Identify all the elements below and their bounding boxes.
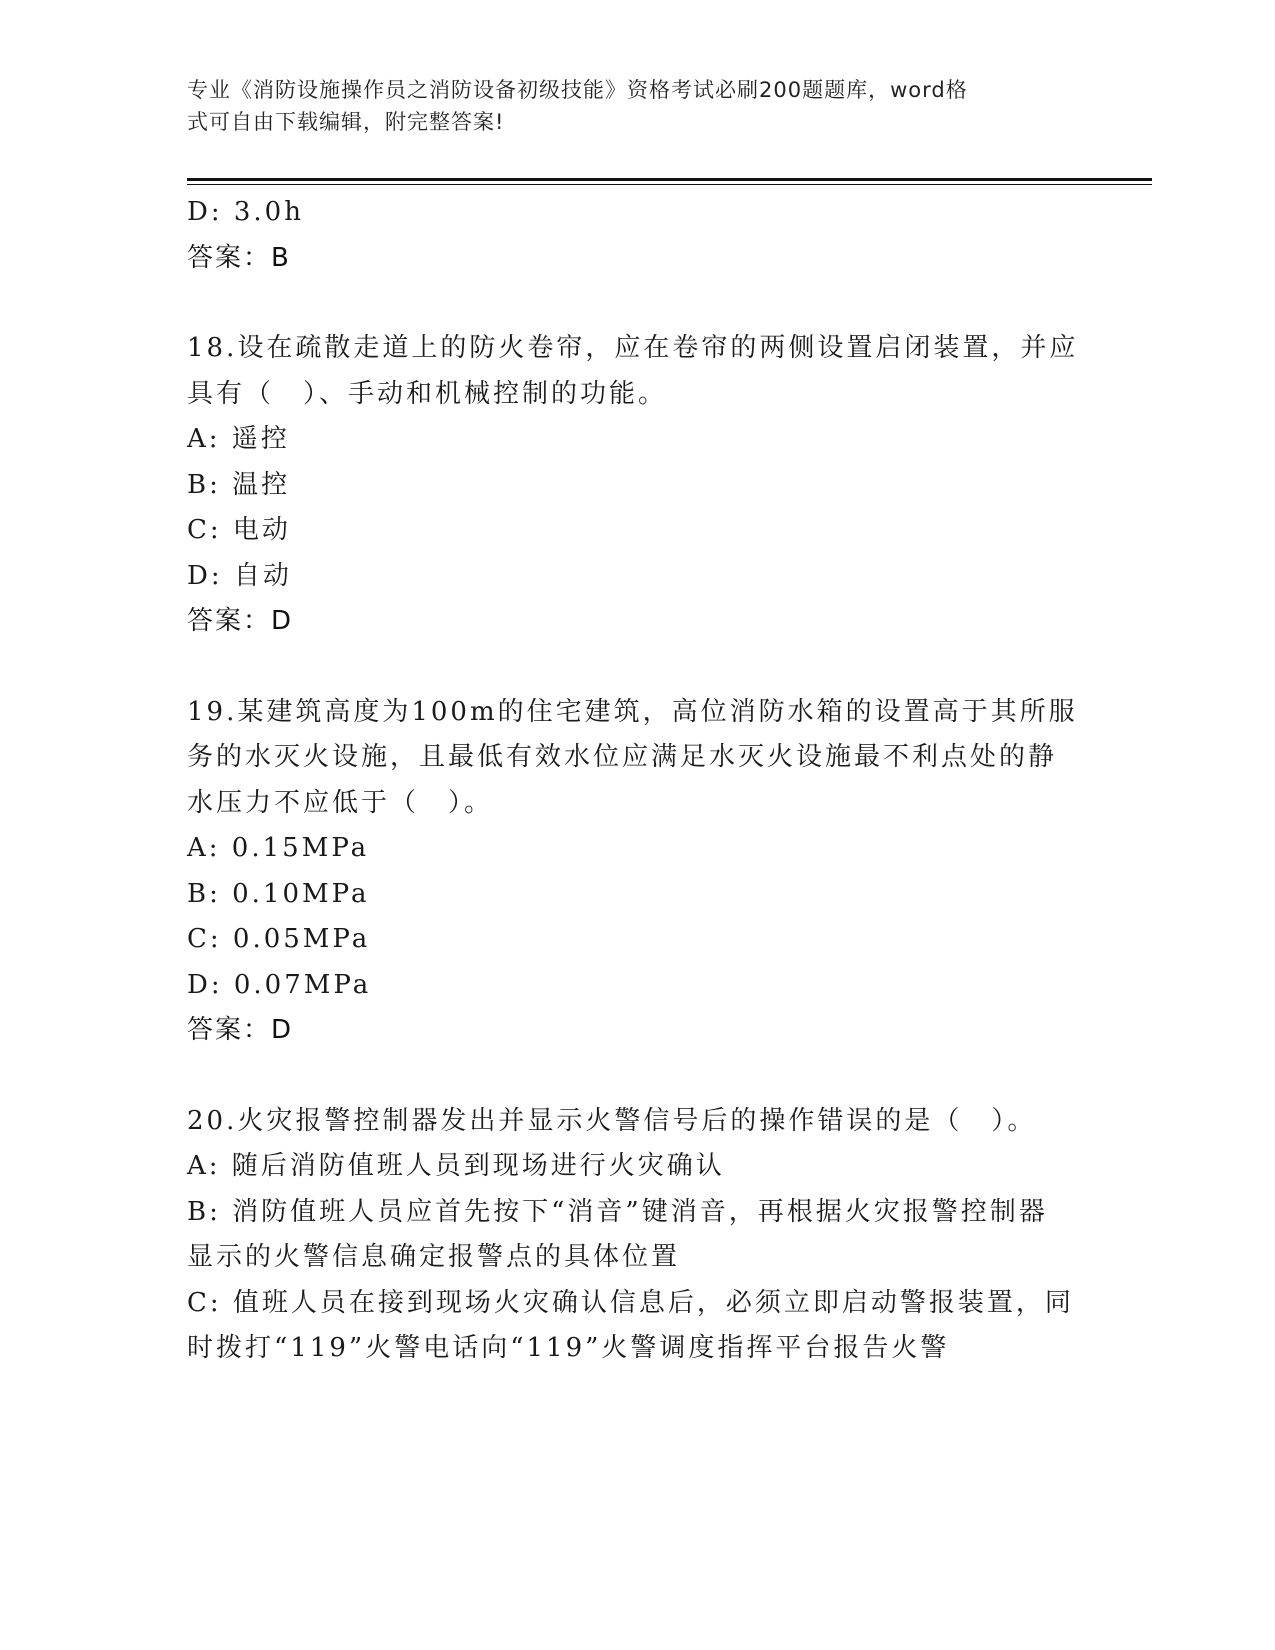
- stem-line: 19.某建筑高度为100m的住宅建筑，高位消防水箱的设置高于其所服: [187, 696, 1078, 727]
- answer-line: 答案：D: [187, 606, 294, 636]
- header-line-1: 专业《消防设施操作员之消防设备初级技能》资格考试必刷200题题库，word格: [187, 78, 968, 102]
- option-c: C: 电动: [187, 515, 291, 545]
- option-d: D: 3.0h: [187, 197, 304, 227]
- question-19: [187, 690, 1087, 1054]
- stem-line: 18.设在疏散走道上的防火卷帘，应在卷帘的两侧设置启闭装置，并应: [187, 333, 1079, 363]
- option-a: A: 0.15MPa: [187, 833, 370, 863]
- header-divider-thick: [187, 178, 1152, 181]
- option-b: B: 0.10MPa: [187, 878, 370, 909]
- question-18: [187, 326, 1087, 645]
- stem-line: 具有（ ）、手动和机械控制的功能。: [187, 378, 668, 409]
- header-divider-thin: [187, 184, 1152, 185]
- option-c-continued: 时拨打“119”火警电话向“119”火警调度指挥平台报告火警: [187, 1333, 950, 1363]
- answer-line: 答案：D: [187, 1015, 294, 1045]
- header-line-2: 式可自由下载编辑，附完整答案!: [187, 110, 505, 134]
- question-stem: [187, 1099, 1067, 1145]
- question-20: [187, 1099, 1087, 1372]
- question-content: [187, 190, 1087, 1372]
- option-b-continued: 显示的火警信息确定报警点的具体位置: [187, 1242, 681, 1272]
- option-a: A: 随后消防值班人员到现场进行火灾确认: [187, 1151, 725, 1181]
- stem-line: 20.火灾报警控制器发出并显示火警信号后的操作错误的是（ ）。: [187, 1105, 1037, 1136]
- page-header: [187, 74, 1067, 138]
- option-b: B: 消防值班人员应首先按下“消音”键消音，再根据火灾报警控制器: [187, 1196, 1048, 1227]
- previous-question-tail: [187, 190, 1087, 281]
- stem-line: 务的水灭火设施，且最低有效水位应满足水灭火设施最不利点处的静: [187, 742, 1058, 772]
- answer-line: 答案：B: [187, 242, 291, 273]
- option-d: D: 自动: [187, 560, 292, 591]
- question-stem: [187, 690, 1078, 827]
- option-a: A: 遥控: [187, 424, 290, 454]
- option-b: B: 温控: [187, 469, 291, 500]
- option-c: C: 值班人员在接到现场火灾确认信息后，必须立即启动警报装置，同: [187, 1287, 1074, 1318]
- option-d: D: 0.07MPa: [187, 969, 372, 1000]
- stem-line: 水压力不应低于（ ）。: [187, 787, 494, 818]
- question-stem: [187, 326, 1079, 417]
- option-c: C: 0.05MPa: [187, 924, 371, 954]
